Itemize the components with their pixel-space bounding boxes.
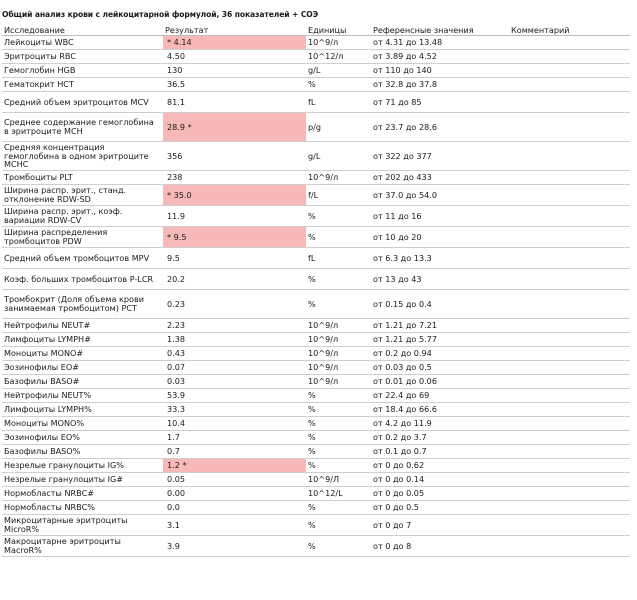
table-row (2, 403, 630, 417)
cell-reference: от 71 до 85 (371, 92, 509, 113)
cell-result: * 4.14 (163, 36, 306, 50)
cell-unit: % (306, 290, 371, 319)
cell-comment (509, 361, 630, 375)
cell-comment (509, 142, 630, 171)
column-header-name: Исследование (2, 25, 163, 36)
cell-reference: от 0.2 до 3.7 (371, 431, 509, 445)
cell-unit: f/L (306, 185, 371, 206)
cell-comment (509, 92, 630, 113)
cell-test-name: Ширина распр. эрит., станд. отклонение RDW-SD (2, 185, 163, 206)
cell-comment (509, 248, 630, 269)
table-row (2, 92, 630, 113)
cell-comment (509, 333, 630, 347)
cell-reference: от 1.21 до 5.77 (371, 333, 509, 347)
cell-test-name: Незрелые гранулоциты IG% (2, 459, 163, 473)
cell-unit: % (306, 501, 371, 515)
table-row (2, 290, 630, 319)
cell-reference: от 0.03 до 0.5 (371, 361, 509, 375)
cell-result: 28.9 * (163, 113, 306, 142)
cell-test-name: Базофилы BASO# (2, 375, 163, 389)
cell-comment (509, 269, 630, 290)
cell-reference: от 0 до 0.05 (371, 487, 509, 501)
cell-comment (509, 50, 630, 64)
cell-comment (509, 417, 630, 431)
cell-reference: от 0 до 0.62 (371, 459, 509, 473)
cell-test-name: Гематокрит HCT (2, 78, 163, 92)
cell-comment (509, 445, 630, 459)
cell-reference: от 18.4 до 66.6 (371, 403, 509, 417)
cell-unit: 10^9/л (306, 347, 371, 361)
cell-result: 0.23 (163, 290, 306, 319)
cell-reference: от 202 до 433 (371, 171, 509, 185)
column-header-unit: Единицы (306, 25, 371, 36)
cell-unit: % (306, 206, 371, 227)
table-row (2, 445, 630, 459)
cell-reference: от 4.31 до 13.48 (371, 36, 509, 50)
cell-reference: от 37.0 до 54.0 (371, 185, 509, 206)
table-row (2, 227, 630, 248)
cell-test-name: Среднее содержание гемоглобина в эритроците MCH (2, 113, 163, 142)
cell-unit: % (306, 227, 371, 248)
cell-result: 0.05 (163, 473, 306, 487)
cell-result: 0.0 (163, 501, 306, 515)
cell-unit: 10^9/Л (306, 473, 371, 487)
cell-reference: от 23.7 до 28.6 (371, 113, 509, 142)
cell-comment (509, 389, 630, 403)
cell-reference: от 3.89 до 4.52 (371, 50, 509, 64)
cell-result: 238 (163, 171, 306, 185)
cell-test-name: Тромбоциты PLT (2, 171, 163, 185)
cell-result: 130 (163, 64, 306, 78)
cell-result: 1.2 * (163, 459, 306, 473)
report-title: Общий анализ крови с лейкоцитарной формулой, 36 показателей + СОЭ (2, 10, 319, 19)
results-table (2, 25, 630, 557)
cell-test-name: Коэф. больших тромбоцитов P-LCR (2, 269, 163, 290)
cell-reference: от 10 до 20 (371, 227, 509, 248)
cell-unit: p/g (306, 113, 371, 142)
table-row (2, 473, 630, 487)
cell-test-name: Лейкоциты WBC (2, 36, 163, 50)
cell-comment (509, 171, 630, 185)
table-row (2, 361, 630, 375)
cell-test-name: Тромбокрит (Доля объема крови занимаемая тромбоцитом) PCT (2, 290, 163, 319)
cell-reference: от 322 до 377 (371, 142, 509, 171)
cell-comment (509, 185, 630, 206)
cell-test-name: Микроцитарные эритроциты MicroR% (2, 515, 163, 536)
cell-test-name: Средняя концентрация гемоглобина в одном эритроците MCHC (2, 142, 163, 171)
table-row (2, 36, 630, 50)
cell-comment (509, 375, 630, 389)
table-row (2, 248, 630, 269)
cell-test-name: Нейтрофилы NEUT# (2, 319, 163, 333)
cell-result: 1.7 (163, 431, 306, 445)
cell-test-name: Базофилы BASO% (2, 445, 163, 459)
cell-result: 0.43 (163, 347, 306, 361)
table-row (2, 431, 630, 445)
cell-comment (509, 515, 630, 536)
cell-reference: от 11 до 16 (371, 206, 509, 227)
cell-result: 36.5 (163, 78, 306, 92)
cell-comment (509, 501, 630, 515)
cell-test-name: Незрелые гранулоциты IG# (2, 473, 163, 487)
table-row (2, 375, 630, 389)
table-row (2, 459, 630, 473)
cell-result: 356 (163, 142, 306, 171)
cell-test-name: Гемоглобин HGB (2, 64, 163, 78)
cell-comment (509, 487, 630, 501)
cell-comment (509, 78, 630, 92)
cell-test-name: Средний объем эритроцитов MCV (2, 92, 163, 113)
cell-unit: fL (306, 248, 371, 269)
cell-reference: от 6.3 до 13.3 (371, 248, 509, 269)
cell-result: 0.7 (163, 445, 306, 459)
table-row (2, 78, 630, 92)
table-row (2, 269, 630, 290)
cell-unit: g/L (306, 142, 371, 171)
cell-reference: от 32.8 до 37.8 (371, 78, 509, 92)
table-row (2, 64, 630, 78)
cell-comment (509, 473, 630, 487)
cell-reference: от 0.1 до 0.7 (371, 445, 509, 459)
cell-result: 4.50 (163, 50, 306, 64)
cell-unit: 10^12/л (306, 50, 371, 64)
cell-reference: от 110 до 140 (371, 64, 509, 78)
cell-unit: % (306, 459, 371, 473)
cell-unit: % (306, 389, 371, 403)
cell-unit: g/L (306, 64, 371, 78)
cell-comment (509, 403, 630, 417)
cell-result: 53.9 (163, 389, 306, 403)
cell-test-name: Нормобласты NRBC% (2, 501, 163, 515)
cell-reference: от 0 до 0.14 (371, 473, 509, 487)
cell-test-name: Ширина распределения тромбоцитов PDW (2, 227, 163, 248)
cell-reference: от 0.15 до 0.4 (371, 290, 509, 319)
table-row (2, 389, 630, 403)
table-row (2, 501, 630, 515)
cell-test-name: Лимфоциты LYMPH% (2, 403, 163, 417)
table-row (2, 417, 630, 431)
cell-comment (509, 431, 630, 445)
cell-result: 0.00 (163, 487, 306, 501)
cell-test-name: Ширина распр. эрит., коэф. вариации RDW-CV (2, 206, 163, 227)
cell-comment (509, 319, 630, 333)
cell-unit: fL (306, 92, 371, 113)
cell-test-name: Моноциты MONO% (2, 417, 163, 431)
table-row (2, 171, 630, 185)
table-row (2, 347, 630, 361)
cell-test-name: Нормобласты NRBC# (2, 487, 163, 501)
cell-unit: % (306, 515, 371, 536)
column-header-comment: Комментарий (509, 25, 630, 36)
table-row (2, 536, 630, 557)
cell-reference: от 13 до 43 (371, 269, 509, 290)
cell-result: 20.2 (163, 269, 306, 290)
table-row (2, 185, 630, 206)
table-row (2, 142, 630, 171)
cell-comment (509, 290, 630, 319)
cell-result: 1.38 (163, 333, 306, 347)
table-row (2, 113, 630, 142)
cell-test-name: Лимфоциты LYMPH# (2, 333, 163, 347)
table-row (2, 515, 630, 536)
cell-result: 3.1 (163, 515, 306, 536)
cell-comment (509, 113, 630, 142)
table-row (2, 206, 630, 227)
cell-reference: от 1.21 до 7.21 (371, 319, 509, 333)
cell-test-name: Макроцитарне эритроциты MacroR% (2, 536, 163, 557)
cell-comment (509, 536, 630, 557)
cell-unit: 10^9/л (306, 171, 371, 185)
cell-result: 0.03 (163, 375, 306, 389)
cell-comment (509, 459, 630, 473)
cell-result: 81.1 (163, 92, 306, 113)
cell-comment (509, 347, 630, 361)
table-row (2, 487, 630, 501)
cell-test-name: Эозинофилы EO% (2, 431, 163, 445)
cell-result: * 9.5 (163, 227, 306, 248)
cell-reference: от 0 до 7 (371, 515, 509, 536)
cell-test-name: Моноциты MONO# (2, 347, 163, 361)
cell-result: * 35.0 (163, 185, 306, 206)
cell-result: 2.23 (163, 319, 306, 333)
cell-result: 3.9 (163, 536, 306, 557)
cell-result: 11.9 (163, 206, 306, 227)
cell-unit: % (306, 431, 371, 445)
table-row (2, 333, 630, 347)
cell-unit: % (306, 78, 371, 92)
cell-unit: % (306, 269, 371, 290)
cell-unit: 10^9/л (306, 333, 371, 347)
cell-test-name: Нейтрофилы NEUT% (2, 389, 163, 403)
cell-reference: от 0.01 до 0.06 (371, 375, 509, 389)
cell-unit: % (306, 536, 371, 557)
cell-unit: 10^9/л (306, 375, 371, 389)
cell-unit: 10^12/L (306, 487, 371, 501)
cell-comment (509, 64, 630, 78)
cell-unit: 10^9/л (306, 36, 371, 50)
cell-reference: от 0 до 0.5 (371, 501, 509, 515)
cell-unit: % (306, 445, 371, 459)
cell-result: 9.5 (163, 248, 306, 269)
cell-comment (509, 36, 630, 50)
cell-comment (509, 227, 630, 248)
cell-unit: % (306, 403, 371, 417)
cell-result: 0.07 (163, 361, 306, 375)
cell-test-name: Средний объем тромбоцитов MPV (2, 248, 163, 269)
cell-reference: от 0.2 до 0.94 (371, 347, 509, 361)
cell-test-name: Эритроциты RBC (2, 50, 163, 64)
cell-comment (509, 206, 630, 227)
column-header-reference: Референсные значения (371, 25, 509, 36)
cell-test-name: Эозинофилы EO# (2, 361, 163, 375)
cell-result: 33.3 (163, 403, 306, 417)
cell-unit: 10^9/л (306, 319, 371, 333)
cell-unit: % (306, 417, 371, 431)
cell-reference: от 0 до 8 (371, 536, 509, 557)
cell-reference: от 4.2 до 11.9 (371, 417, 509, 431)
cell-result: 10.4 (163, 417, 306, 431)
table-row (2, 319, 630, 333)
cell-reference: от 22.4 до 69 (371, 389, 509, 403)
column-header-result: Результат (163, 25, 306, 36)
cell-unit: 10^9/л (306, 361, 371, 375)
table-row (2, 50, 630, 64)
table-header-row (2, 25, 630, 36)
